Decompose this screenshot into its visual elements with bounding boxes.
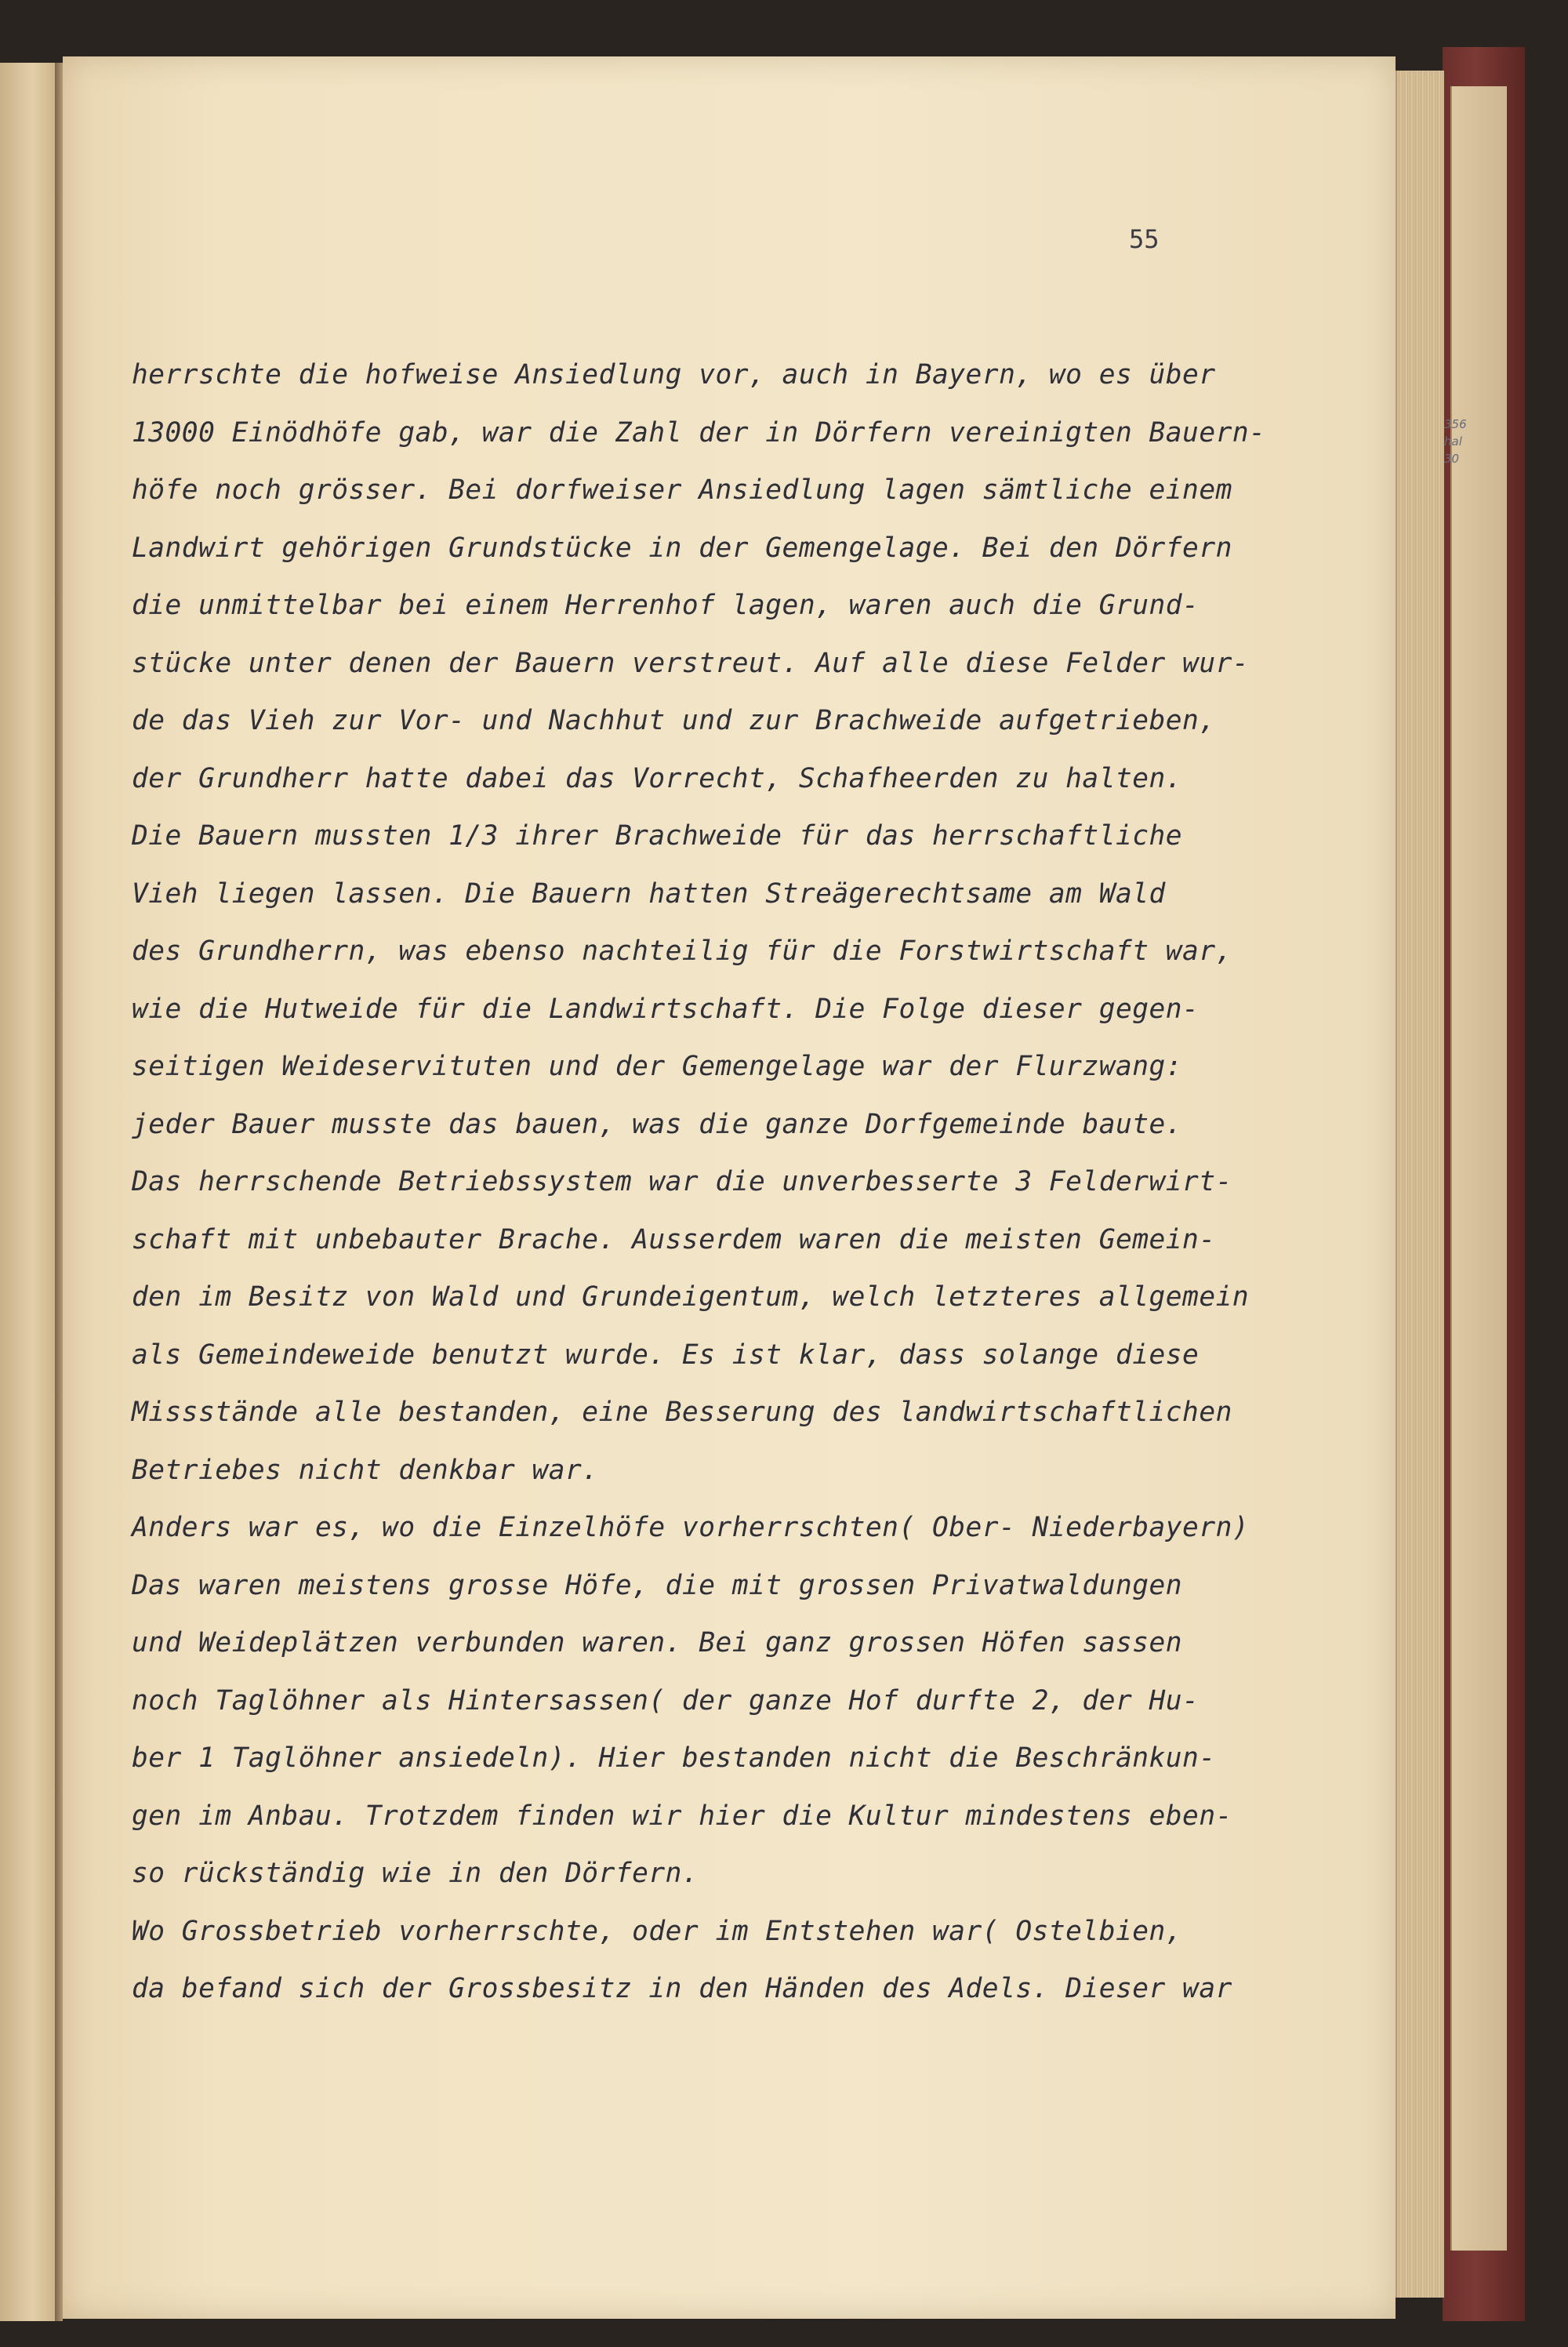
- stacked-page-edges: [1396, 71, 1444, 2298]
- text-line: 13000 Einödhöfe gab, war die Zahl der in Dörfern vereinigten Bauern-: [132, 416, 1266, 449]
- text-line: schaft mit unbebauter Brache. Ausserdem waren die meisten Gemein-: [132, 1223, 1216, 1255]
- text-line: Die Bauern mussten 1/3 ihrer Brachweide für das herrschaftliche: [132, 820, 1183, 852]
- text-line: de das Vieh zur Vor- und Nachhut und zur Brachweide aufgetrieben,: [132, 705, 1216, 736]
- text-line: ber 1 Taglöhner ansiedeln). Hier bestanden nicht die Beschränkun-: [132, 1742, 1216, 1774]
- text-line: Wo Grossbetrieb vorherrschte, oder im Entstehen war( Ostelbien,: [132, 1915, 1183, 1947]
- text-line: da befand sich der Grossbesitz in den Händen des Adels. Dieser war: [132, 1973, 1232, 2004]
- margin-note: 356: [1444, 417, 1467, 431]
- text-line: wie die Hutweide für die Landwirtschaft. Die Folge dieser gegen-: [132, 993, 1200, 1025]
- text-line: höfe noch grösser. Bei dorfweiser Ansiedlung lagen sämtliche einem: [132, 474, 1232, 506]
- text-line: des Grundherrn, was ebenso nachteilig für die Forstwirtschaft war,: [132, 936, 1232, 967]
- text-line: Vieh liegen lassen. Die Bauern hatten Streägerechtsame am Wald: [132, 877, 1166, 910]
- text-line: gen im Anbau. Trotzdem finden wir hier die Kultur mindestens eben-: [132, 1800, 1232, 1832]
- margin-pencil-notes: [1444, 416, 1499, 467]
- text-line: und Weideplätzen verbunden waren. Bei ganz grossen Höfen sassen: [132, 1627, 1183, 1659]
- text-line: der Grundherr hatte dabei das Vorrecht, Schafheerden zu halten.: [132, 762, 1183, 794]
- text-line: Landwirt gehörigen Grundstücke in der Gemengelage. Bei den Dörfern: [132, 532, 1232, 564]
- text-line: herrschte die hofweise Ansiedlung vor, auch in Bayern, wo es über: [132, 359, 1216, 391]
- endpaper: [1450, 86, 1507, 2251]
- text-line: Das herrschende Betriebssystem war die unverbesserte 3 Felderwirt-: [132, 1166, 1232, 1197]
- book-gutter: [55, 63, 63, 2321]
- text-line: als Gemeindeweide benutzt wurde. Es ist klar, dass solange diese: [132, 1339, 1200, 1371]
- page-number: 55: [1129, 224, 1160, 254]
- text-line: jeder Bauer musste das bauen, was die ganze Dorfgemeinde baute.: [132, 1108, 1183, 1140]
- text-line: noch Taglöhner als Hintersassen( der ganze Hof durfte 2, der Hu-: [132, 1684, 1200, 1717]
- body-text: [132, 359, 1355, 2031]
- text-line: Missstände alle bestanden, eine Besserung des landwirtschaftlichen: [132, 1397, 1232, 1428]
- text-line: Das waren meistens grosse Höfe, die mit grossen Privatwaldungen: [132, 1569, 1183, 1601]
- text-line: seitigen Weideservituten und der Gemengelage war der Flurzwang:: [132, 1051, 1183, 1082]
- left-page-edge: [0, 63, 57, 2321]
- text-line: so rückständig wie in den Dörfern.: [132, 1858, 699, 1889]
- text-line: die unmittelbar bei einem Herrenhof lagen, waren auch die Grund-: [132, 590, 1200, 621]
- text-line: Betriebes nicht denkbar war.: [132, 1454, 599, 1486]
- margin-note: hal: [1444, 434, 1462, 449]
- text-line: den im Besitz von Wald und Grundeigentum, welch letzteres allgemein: [132, 1281, 1250, 1313]
- text-line: Anders war es, wo die Einzelhöfe vorherrschten( Ober- Niederbayern): [132, 1512, 1250, 1543]
- margin-note: 30: [1444, 452, 1460, 466]
- text-line: stücke unter denen der Bauern verstreut. Auf alle diese Felder wur-: [132, 647, 1250, 679]
